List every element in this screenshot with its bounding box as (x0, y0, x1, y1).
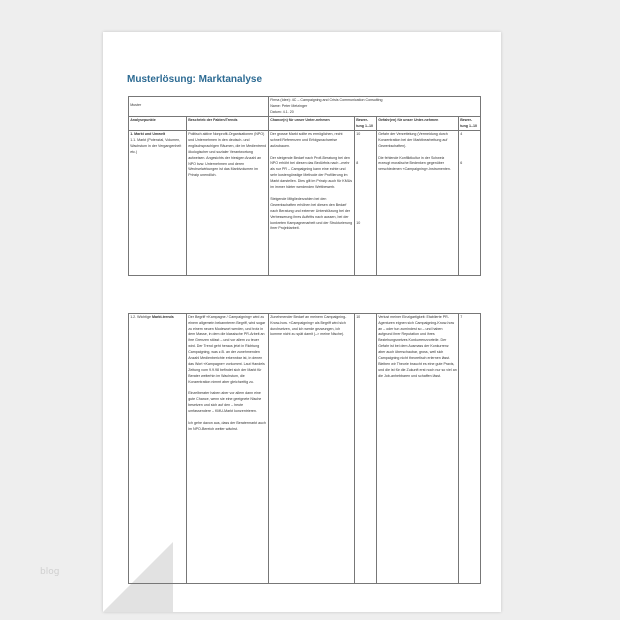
chancen-cell: Zunehmender Bedarf an meinem Campaigning-Know-how. «Campaigning» als Begriff wird sich durchsetzen, und ich werde gezwungen, ich komme nicht zu spät damit (–> meine Nische). (269, 314, 355, 584)
bewertung-1-value-1: 10 (356, 131, 361, 136)
gefahren-cell (377, 131, 459, 276)
header-bewertung-1: Bewer-tung 1–10 (355, 117, 377, 131)
datum-line: Datum: 4.1. 20 (270, 109, 294, 114)
column-header-row (129, 117, 481, 131)
table-row (129, 314, 481, 584)
bewertung-1-cell: 10 (355, 314, 377, 584)
header-chancen: Chance(n) für unser Unter-nehmen (269, 117, 355, 131)
muster-label: Muster (129, 97, 269, 117)
header-gefahren: Gefahr(en) für unser Unter-nehmen (377, 117, 459, 131)
bewertung-2-value-1: 4 (460, 131, 463, 136)
fakten-cell (187, 314, 269, 584)
fakten-cell: Politisch aktive Nonprofit-Organisationen (NPO) und Unternehmen in den deutsch- und englischsprachigen Räumen, die im Medientrend ökologischer und sozialer Verantwortung aufweisen. Angesichts der hiesigen Anzahl an NPO bzw. Unternehmen und deren Wechselwirkungen ist das Marktvolumen im Prinzip unendlich. (187, 131, 269, 276)
bewertung-2-cell (459, 131, 481, 276)
fakt-1: Der Begriff «Kampagne / Campaigning» wird zu einem allgemein bekannteren Begriff, wird sogar zu einem neuen Modewort werden, und trotz in dem Masse, in dem die klassische PR-Arbeit an ihre Grenzen stösst – und vor allem zu teuer wird. Der Trend geht heraus jetzt in Richtung Campaigning, was z.B. an der zunehmenden Anzahl Medienberichte erkennbar ist, in denen das Wort «Kampagne» vorkommt. Laut Handels Zeitung vom 9.9.98 befindet sich der Markt für Berater weiterhin im Wachstum, die Konzentration nimmt aber gleichzeitig zu. (188, 314, 266, 384)
analysepunkt-heading: 1. Markt und Umwelt (130, 131, 166, 136)
firma-line: Firma (Idee): 4C – Campaigning and Crisis Communication Consulting (270, 97, 383, 102)
bewertung-2-cell: 7 (459, 314, 481, 584)
bewertung-1-cell (355, 131, 377, 276)
page-title: Musterlösung: Marktanalyse (127, 74, 263, 85)
market-analysis-table-2 (128, 313, 481, 584)
table-row (129, 131, 481, 276)
gefahren-cell: Verlust meiner Einzigartigkeit: Etablierte PR-Agenturen eignen sich Campaigning-Know-how an – oder tun zumindest so – und haben aufgrund ihrer Reputation und ihres Beziehungsnetzes Konkurrenzvorteile. Der Gefahr ist bei dem Ausmass der Konkurrenz aber auch überschaubar, gross, weil sich Campaigning nicht theoretisch erlernen lässt. Bleiben wir Theorie braucht es eine gute Praxis, und die ist für die Zukunft erst noch nur so viel an die Job-anhebbaren und schaffen lässt. (377, 314, 459, 584)
analysepunkt-cell (129, 131, 187, 276)
company-info (269, 97, 481, 117)
document-page (103, 32, 501, 612)
analysepunkt-heading: Markt-trends (151, 314, 174, 319)
blog-watermark: blog (40, 567, 60, 577)
bewertung-2-value-2: 6 (460, 160, 463, 165)
bewertung-1-value-2: 8 (356, 160, 359, 165)
bewertung-1-value-3: 10 (356, 220, 361, 225)
chance-3: Steigende Mitgliederzahlen bei den Gewerkschaften erhöhen bei diesen den Bedarf nach Beratung und externer Unterstützung bei der Verbesserung ihres Auftritts nach aussen, bei der konkreten Kampagnenarbeit und der Strukturierung ihrer Projektarbeit. (270, 196, 353, 231)
chance-2: Der steigende Bedarf nach Profi-Beratung bei den NPO erhöht bei diesen das Bedürfnis nach –mehr als nur PR – Campaigning kann eine echte und sehr kostengünstige Methode der Profilierung im Markt darstellen. Dies gilt im Prinzip auch für KMUs im immer härter werdenden Wettbewerb. (270, 155, 353, 190)
market-analysis-table-1 (128, 96, 481, 276)
header-bewertung-2: Bewer-tung 1–10 (459, 117, 481, 131)
header-info-row (129, 97, 481, 117)
analysepunkt-sub: 1.1. Markt (Potenzial, Volumen, Wachstum in der Vergangenheit etc.) (130, 137, 182, 154)
name-line: Name: Peter Metzinger (270, 103, 308, 108)
chance-1: Der grosse Markt sollte es ermöglichen, recht schnell Referenzen und Erfolgsnachweise aufzubauen. (270, 131, 343, 148)
gefahr-2: Die fehlende Konfliktkultur in der Schweiz erzeugt moralische Bedenken gegenüber verschiedenen «Campaigning»-Instrumenten. (378, 155, 451, 172)
analysepunkt-prefix: 1.2. Wichtige (130, 314, 151, 319)
gefahr-1: Gefahr der Verzettelung (Vermeidung durch Konzentration bei der Marktbearbeitung auf Gewerkschaften). (378, 131, 448, 148)
analysepunkt-cell (129, 314, 187, 584)
fakt-3: Ich gehe davon aus, dass der Beratermarkt auch im NPO-Bereich weiter wächst. (188, 420, 266, 431)
fakt-2: Einzelberater haben aber vor allem dann eine gute Chance, wenn sie eine geeignete Nische besetzen und sich auf den – heute umfassendere – KMU-Markt konzentrieren. (188, 391, 262, 414)
header-analysepunkte: Analysepunkte (129, 117, 187, 131)
header-fakten: Beschrieb der Fakten/Trends (187, 117, 269, 131)
chancen-cell (269, 131, 355, 276)
